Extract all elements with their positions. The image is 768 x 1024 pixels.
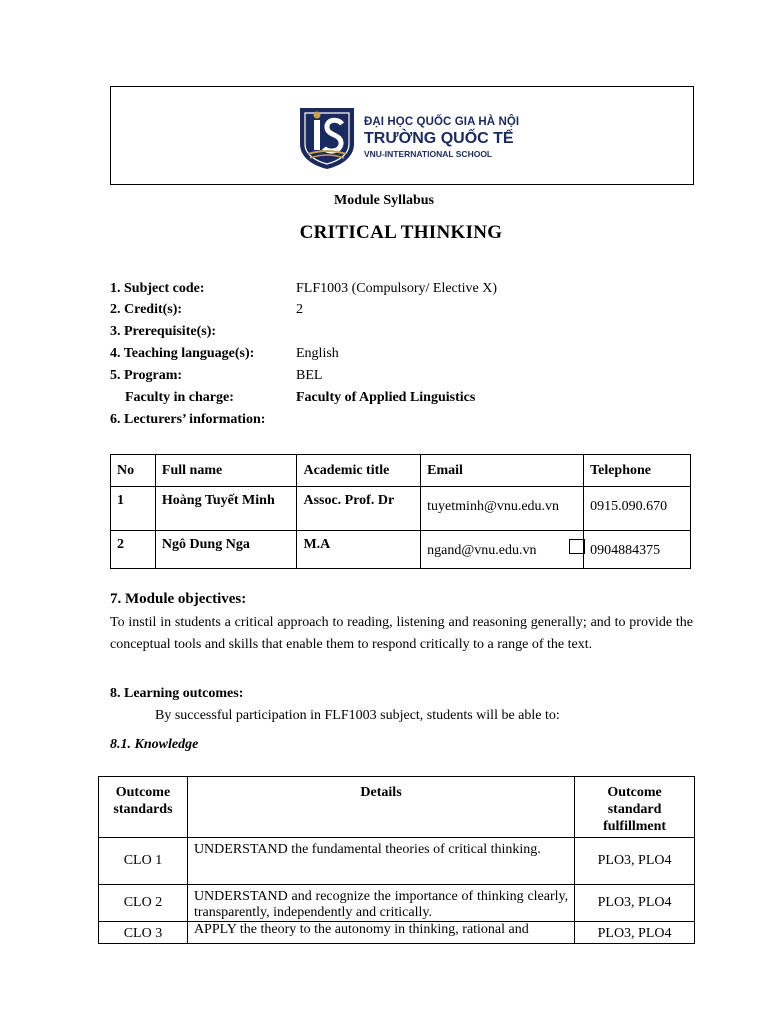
col-header-academic-title: Academic title	[297, 455, 421, 487]
info-label-subject-code: 1. Subject code:	[110, 281, 205, 296]
lecturer-email: tuyetminh@vnu.edu.vn	[427, 499, 560, 514]
logo-text-block	[364, 116, 519, 159]
document-kind: Module Syllabus	[334, 193, 434, 208]
col-header-details: Details	[187, 777, 574, 838]
table-row	[99, 922, 695, 944]
logo-line-3: VNU-INTERNATIONAL SCHOOL	[364, 149, 493, 159]
info-label-lecturers: 6. Lecturers’ information:	[110, 412, 266, 427]
col-header-fulfillment: Outcome standard fulfillment	[575, 777, 695, 838]
info-value-credits: 2	[296, 302, 303, 317]
info-label-program	[110, 368, 182, 384]
lecturer-email: ngand@vnu.edu.vn	[427, 543, 537, 558]
col-header-email: Email	[421, 455, 584, 487]
program-label-text: 5. Program:	[110, 368, 183, 383]
knowledge-title: 8.1. Knowledge	[110, 737, 199, 752]
clo-code: CLO 1	[99, 838, 188, 885]
shield-logo-icon	[296, 104, 358, 170]
logo-line-2: TRƯỜNG QUỐC TẾ	[364, 130, 514, 147]
lecturers-table	[110, 454, 691, 569]
clo-plo: PLO3, PLO4	[575, 838, 695, 885]
lecturer-phone: 0904884375	[590, 543, 661, 558]
lecturer-name: Ngô Dung Nga	[155, 531, 297, 569]
logo-line-1: ĐẠI HỌC QUỐC GIA HÀ NỘI	[364, 116, 520, 128]
objectives-text: To instil in students a critical approach to reading, listening and reasoning generally; and to provide the conceptual tools and skills that enable them to respond critically to a range of the text.	[110, 615, 693, 652]
clo-details: UNDERSTAND and recognize the importance of thinking clearly, transparently, independently and critically.	[187, 885, 574, 922]
col-header-telephone: Telephone	[584, 455, 691, 487]
document-title: CRITICAL THINKING	[299, 222, 503, 243]
info-label-faculty: Faculty in charge:	[125, 390, 234, 405]
lecturer-name: Hoàng Tuyết Minh	[155, 487, 297, 531]
info-value-faculty: Faculty of Applied Linguistics	[296, 390, 476, 405]
col-header-outcome-standards: Outcome standards	[99, 777, 188, 838]
table-row	[99, 885, 695, 922]
clo-details: APPLY the theory to the autonomy in thinking, rational and	[187, 922, 574, 944]
info-value-subject-code: FLF1003 (Compulsory/ Elective X)	[296, 281, 498, 296]
lecturer-title: Assoc. Prof. Dr	[297, 487, 421, 531]
clo-plo: PLO3, PLO4	[575, 922, 695, 944]
info-value-teaching-language: English	[296, 346, 339, 361]
clo-code: CLO 2	[99, 885, 188, 922]
learning-outcomes-title: 8. Learning outcomes:	[110, 686, 244, 701]
clo-code: CLO 3	[99, 922, 188, 944]
lecturer-phone: 0915.090.670	[590, 499, 668, 514]
info-label-teaching-language: 4. Teaching language(s):	[110, 346, 255, 361]
table-row	[99, 838, 695, 885]
table-row	[111, 487, 691, 531]
clo-plo: PLO3, PLO4	[575, 885, 695, 922]
col-header-full-name: Full name	[155, 455, 297, 487]
outcomes-header-row	[99, 777, 695, 838]
checkbox-square-icon	[569, 539, 585, 554]
lecturer-phone-cell	[584, 487, 691, 531]
knowledge-outcomes-table	[98, 776, 695, 944]
lecturer-no: 1	[111, 487, 156, 531]
info-value-program: BEL	[296, 368, 323, 383]
lecturer-phone-cell	[584, 531, 691, 569]
lecturer-email-cell	[421, 487, 584, 531]
objectives-title: 7. Module objectives:	[110, 591, 247, 607]
table-row	[111, 531, 691, 569]
info-label-credits: 2. Credit(s):	[110, 302, 183, 317]
info-label-prerequisites: 3. Prerequisite(s):	[110, 324, 217, 339]
lecturer-email-cell	[421, 531, 584, 569]
lecturers-header-row	[111, 455, 691, 487]
university-logo	[296, 104, 520, 170]
lecturer-title: M.A	[297, 531, 421, 569]
learning-outcomes-intro: By successful participation in FLF1003 subject, students will be able to:	[155, 708, 560, 723]
clo-details: UNDERSTAND the fundamental theories of critical thinking.	[187, 838, 574, 885]
col-header-no: No	[111, 455, 156, 487]
lecturer-no: 2	[111, 531, 156, 569]
